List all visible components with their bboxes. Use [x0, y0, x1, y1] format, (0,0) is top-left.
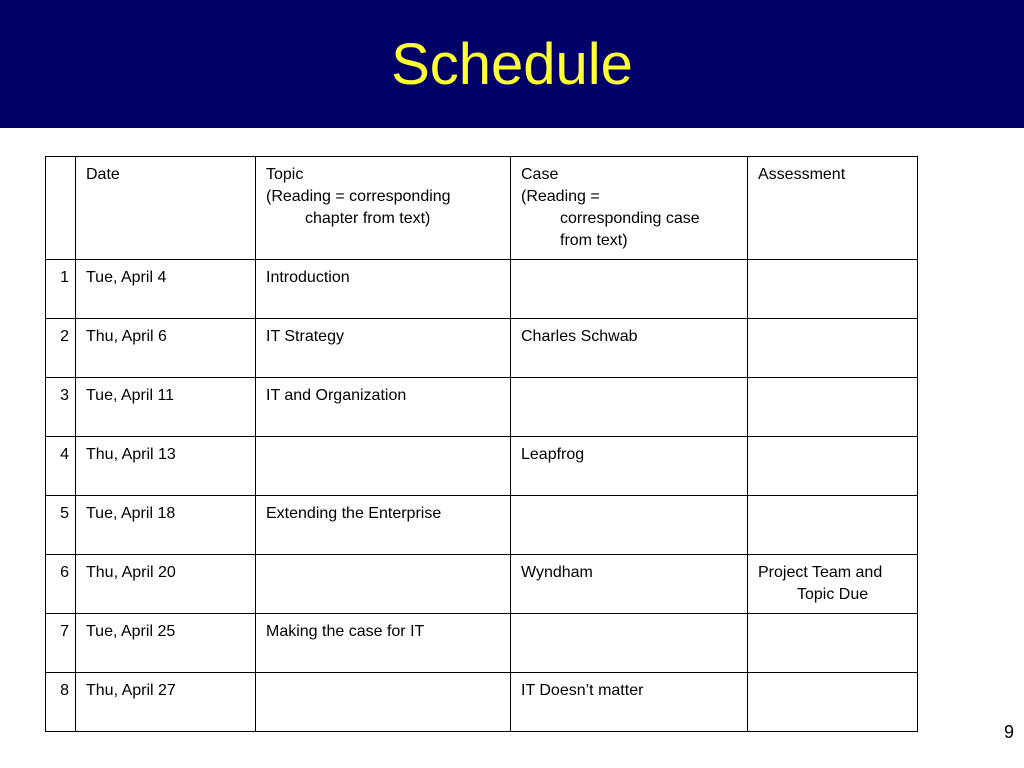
row-assessment-cell: [748, 496, 918, 555]
row-topic-cell: IT and Organization: [256, 378, 511, 437]
row-assessment-cell: [748, 260, 918, 319]
row-num-cell: 1: [46, 260, 76, 319]
row-case-cell: [511, 378, 748, 437]
header-case-line: from text): [560, 232, 628, 249]
row-topic-cell: [256, 555, 511, 614]
row-assessment-cell: [748, 673, 918, 732]
row-topic-cell: IT Strategy: [256, 319, 511, 378]
header-date-cell: [76, 157, 256, 260]
table-row: [46, 319, 918, 378]
assessment-line: Topic Due: [797, 586, 869, 603]
table-row: [46, 378, 918, 437]
table-header-row: [46, 157, 918, 260]
row-case-cell: Charles Schwab: [511, 319, 748, 378]
row-num-cell: 5: [46, 496, 76, 555]
row-topic-cell: Extending the Enterprise: [256, 496, 511, 555]
table-row: [46, 496, 918, 555]
row-topic-cell: Introduction: [256, 260, 511, 319]
row-date-cell: Tue, April 25: [76, 614, 256, 673]
header-assessment-cell: [748, 157, 918, 260]
row-case-cell: IT Doesn’t matter: [511, 673, 748, 732]
header-case-line: Case: [521, 166, 559, 183]
row-num-cell: 7: [46, 614, 76, 673]
header-date-label: Date: [86, 166, 120, 183]
row-case-cell: [511, 614, 748, 673]
header-case-cell: [511, 157, 748, 260]
header-topic-cell: [256, 157, 511, 260]
row-date-cell: Thu, April 13: [76, 437, 256, 496]
assessment-line: Project Team and: [758, 564, 883, 581]
row-assessment-cell: [748, 319, 918, 378]
row-date-cell: Thu, April 27: [76, 673, 256, 732]
table-row: [46, 260, 918, 319]
header-topic-line: (Reading = corresponding: [266, 188, 451, 205]
table-row: [46, 614, 918, 673]
row-assessment-cell: [748, 437, 918, 496]
page-number: 9: [1003, 722, 1014, 742]
row-date-cell: Tue, April 4: [76, 260, 256, 319]
row-date-cell: Thu, April 6: [76, 319, 256, 378]
row-case-cell: Leapfrog: [511, 437, 748, 496]
row-num-cell: 6: [46, 555, 76, 614]
row-date-cell: Tue, April 18: [76, 496, 256, 555]
row-num-cell: 8: [46, 673, 76, 732]
table-row: [46, 437, 918, 496]
row-date-cell: Tue, April 11: [76, 378, 256, 437]
header-assessment-label: Assessment: [758, 166, 846, 183]
row-assessment-cell: [748, 378, 918, 437]
header-case-line: corresponding case: [560, 210, 700, 227]
table-row: [46, 555, 918, 614]
row-assessment-cell: [748, 555, 918, 614]
header-num-cell: [46, 157, 76, 260]
row-num-cell: 2: [46, 319, 76, 378]
header-case-line: (Reading =: [521, 188, 600, 205]
row-topic-cell: Making the case for IT: [256, 614, 511, 673]
header-topic-line: chapter from text): [305, 210, 431, 227]
table-row: [46, 673, 918, 732]
header-topic-line: Topic: [266, 166, 304, 183]
row-topic-cell: [256, 673, 511, 732]
row-case-cell: Wyndham: [511, 555, 748, 614]
schedule-table: [45, 156, 918, 732]
row-topic-cell: [256, 437, 511, 496]
row-date-cell: Thu, April 20: [76, 555, 256, 614]
slide-title: Schedule: [391, 32, 633, 97]
row-assessment-cell: [748, 614, 918, 673]
row-num-cell: 4: [46, 437, 76, 496]
row-case-cell: [511, 496, 748, 555]
row-num-cell: 3: [46, 378, 76, 437]
row-case-cell: [511, 260, 748, 319]
